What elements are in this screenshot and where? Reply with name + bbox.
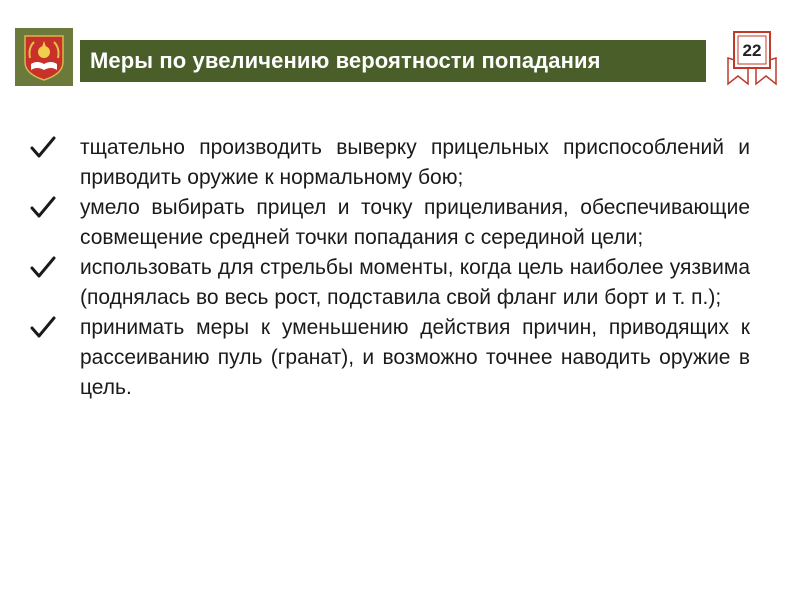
checkmark-icon [30,195,56,219]
list-item [28,253,750,313]
military-emblem-icon [15,28,73,86]
list-item-text: принимать меры к уменьшению действия причин, приводящих к рассеиванию пуль (гранат), и возможно точнее наводить оружие в цель. [80,316,750,399]
list-item-text: умело выбирать прицел и точку прицеливания, обеспечивающие совмещение средней точки попадания с серединой цели; [80,196,750,249]
title-bar [80,40,706,82]
list-item [28,133,750,193]
checkmark-icon [30,255,56,279]
list-item-text: использовать для стрельбы моменты, когда цель наиболее уязвима (поднялась во весь рост, подставила свой фланг или борт и т. п.); [80,256,750,309]
list-item [28,193,750,253]
bullet-list [28,133,750,403]
checkmark-icon [30,135,56,159]
list-item [28,313,750,403]
page-number: 22 [742,41,762,60]
list-item-text: тщательно производить выверку прицельных приспособлений и приводить оружие к нормальному бою; [80,136,750,189]
checkmark-icon [30,315,56,339]
slide-title: Меры по увеличению вероятности попадания [90,48,601,73]
